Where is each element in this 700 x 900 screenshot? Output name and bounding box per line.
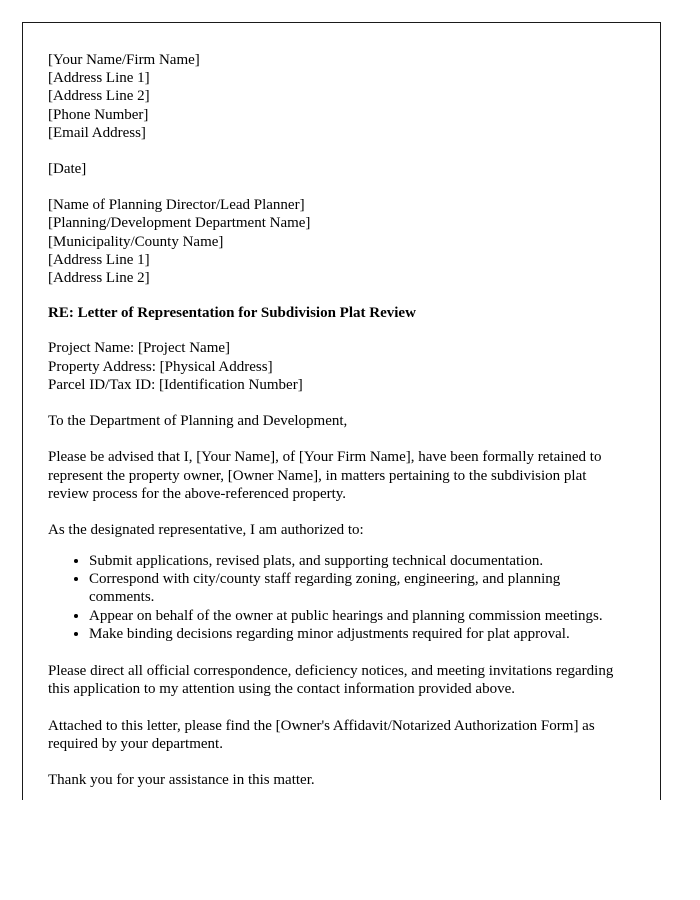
recipient-address-block	[48, 196, 628, 287]
salutation: To the Department of Planning and Development,	[48, 413, 348, 430]
letter-content	[48, 51, 628, 790]
list-item: • Make binding decisions regarding minor adjustments required for plat approval.	[89, 625, 628, 643]
closing-thanks: Thank you for your assistance in this matter.	[48, 772, 315, 789]
document-page	[22, 22, 661, 800]
recipient-address-line: [Municipality/County Name]	[48, 233, 224, 250]
recipient-address-line: [Planning/Development Department Name]	[48, 215, 311, 232]
paragraph-correspondence: Please direct all official correspondence, deficiency notices, and meeting invitations regarding this application to my attention using the contact information provided above.	[48, 662, 614, 698]
list-item: • Appear on behalf of the owner at public hearings and planning commission meetings.	[89, 607, 628, 625]
letter-date	[48, 160, 628, 178]
project-detail-line: Parcel ID/Tax ID: [Identification Number]	[48, 376, 303, 393]
authorization-list	[48, 552, 628, 644]
recipient-address-line: [Address Line 2]	[48, 270, 150, 287]
recipient-address-line: [Name of Planning Director/Lead Planner]	[48, 197, 305, 214]
project-detail-line: Project Name: [Project Name]	[48, 340, 231, 357]
date-value: [Date]	[48, 161, 87, 178]
sender-address-line: [Your Name/Firm Name]	[48, 52, 200, 68]
project-detail-line: Property Address: [Physical Address]	[48, 358, 273, 375]
sender-address-line: [Phone Number]	[48, 106, 149, 123]
sender-address-line: [Address Line 1]	[48, 70, 150, 87]
paragraph-retained: Please be advised that I, [Your Name], of [Your Firm Name], have been formally retained to represent the property owner, [Owner Name], in matters pertaining to the subdivision plat review process for the above-referenced property.	[48, 449, 602, 503]
sender-address-line: [Email Address]	[48, 124, 146, 141]
list-item: • Submit applications, revised plats, and supporting technical documentation.	[89, 552, 628, 570]
authorization-list-intro: As the designated representative, I am authorized to:	[48, 522, 364, 539]
paragraph-attachment: Attached to this letter, please find the [Owner's Affidavit/Notarized Authorization Form] as required by your department.	[48, 717, 595, 752]
project-details-block	[48, 339, 628, 394]
list-item: • Correspond with city/county staff regarding zoning, engineering, and planning comments.	[89, 570, 628, 607]
subject-line: RE: Letter of Representation for Subdivision Plat Review	[48, 305, 416, 322]
recipient-address-line: [Address Line 1]	[48, 251, 150, 268]
sender-address-line: [Address Line 2]	[48, 88, 150, 105]
sender-address-block	[48, 51, 628, 142]
